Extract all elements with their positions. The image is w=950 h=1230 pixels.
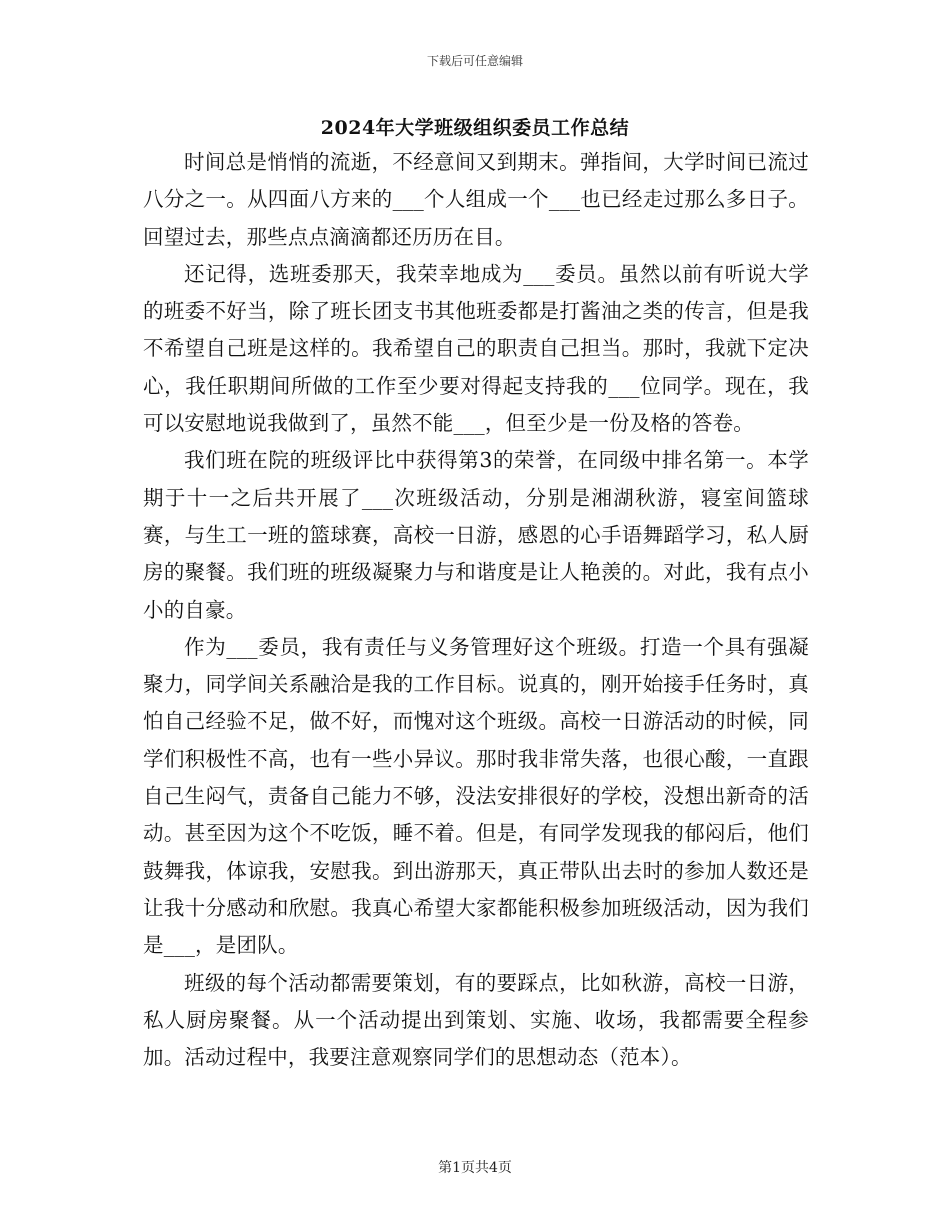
paragraph-4: 作为___委员，我有责任与义务管理好这个班级。打造一个具有强凝聚力，同学间关系融洽是我的工作目标。说真的，刚开始接手任务时，真怕自己经验不足，做不好，而愧对这个班级。高校一日游活动的时候，同学们积极性不高，也有一些小异议。那时我非常失落，也很心酸，一直跟自己生闷气，责备自己能力不够，没法安排很好的学校，没想出新奇的活动。甚至因为这个不吃饭，睡不着。但是，有同学发现我的郁闷后，他们鼓舞我，体谅我，安慰我。到出游那天，真正带队出去时的参加人数还是让我十分感动和欣慰。我真心希望大家都能积极参加班级活动，因为我们是___，是团队。: [143, 634, 809, 958]
paragraph-1: 时间总是悄悄的流逝，不经意间又到期末。弹指间，大学时间已流过八分之一。从四面八方来的___个人组成一个___也已经走过那么多日子。回望过去，那些点点滴滴都还历历在目。: [143, 150, 809, 249]
page-header: 下载后可任意编辑: [426, 54, 523, 68]
paragraph-5: 班级的每个活动都需要策划，有的要踩点，比如秋游，高校一日游，私人厨房聚餐。从一个活动提出到策划、实施、收场，我都需要全程参加。活动过程中，我要注意观察同学们的思想动态（范本）。: [143, 970, 809, 1070]
document-title: 2024年大学班级组织委员工作总结: [320, 117, 630, 139]
document-body: [143, 144, 809, 1076]
page-footer: 第1页共4页: [438, 1160, 512, 1176]
paragraph-2: 还记得，选班委那天，我荣幸地成为___委员。虽然以前有听说大学的班委不好当，除了班长团支书其他班委都是打酱油之类的传言，但是我不希望自己班是这样的。我希望自己的职责自己担当。那时，我就下定决心，我任职期间所做的工作至少要对得起支持我的___位同学。现在，我可以安慰地说我做到了，虽然不能___，但至少是一份及格的答卷。: [143, 261, 809, 436]
paragraph-3: 我们班在院的班级评比中获得第3的荣誉，在同级中排名第一。本学期于十一之后共开展了___次班级活动，分别是湘湖秋游，寝室间篮球赛，与生工一班的篮球赛，高校一日游，感恩的心手语舞蹈学习，私人厨房的聚餐。我们班的班级凝聚力与和谐度是让人艳羡的。对此，我有点小小的自豪。: [143, 448, 809, 622]
